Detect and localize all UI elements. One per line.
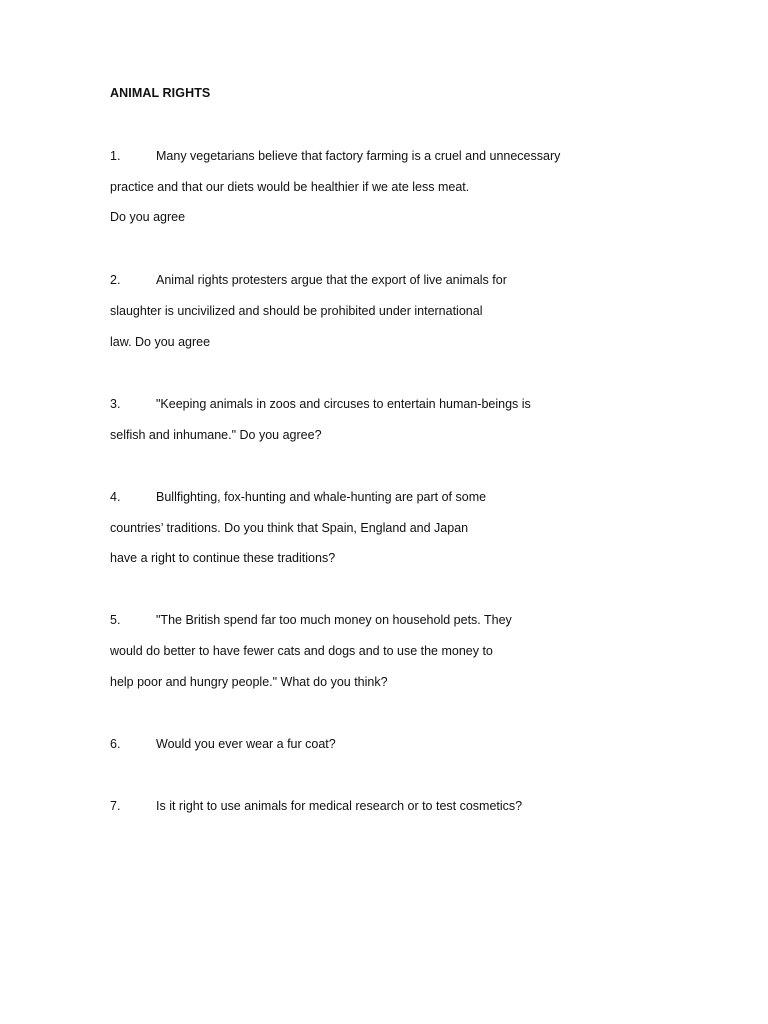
question-number: 7.: [110, 799, 121, 813]
question-number: 6.: [110, 737, 121, 751]
question-1-line-2: practice and that our diets would be healthier if we ate less meat.: [110, 180, 470, 194]
question-number: 2.: [110, 273, 121, 287]
question-text: Bullfighting, fox-hunting and whale-hunting are part of some: [156, 490, 487, 504]
question-5-line-1: [110, 612, 512, 628]
question-5-line-2: would do better to have fewer cats and dogs and to use the money to: [110, 644, 493, 658]
question-number: 4.: [110, 490, 121, 504]
question-1-line-1: [110, 148, 560, 164]
question-text: "The British spend far too much money on household pets. They: [156, 613, 512, 627]
question-4-line-1: [110, 489, 486, 505]
question-number: 1.: [110, 149, 121, 163]
question-2-line-2: slaughter is uncivilized and should be prohibited under international: [110, 304, 483, 318]
question-text: Is it right to use animals for medical research or to test cosmetics?: [156, 799, 523, 813]
question-3-line-2: selfish and inhumane." Do you agree?: [110, 428, 322, 442]
question-4-line-2: countries’ traditions. Do you think that Spain, England and Japan: [110, 521, 469, 535]
question-text: Many vegetarians believe that factory farming is a cruel and unnecessary: [156, 149, 561, 163]
question-number: 5.: [110, 613, 121, 627]
document-title: ANIMAL RIGHTS: [110, 86, 211, 100]
question-2-line-1: [110, 272, 507, 288]
question-text: Animal rights protesters argue that the export of live animals for: [156, 273, 507, 287]
question-4-line-3: have a right to continue these traditions?: [110, 551, 336, 565]
question-1-line-3: Do you agree: [110, 210, 186, 224]
question-number: 3.: [110, 397, 121, 411]
question-2-line-3: law. Do you agree: [110, 335, 211, 349]
question-text: "Keeping animals in zoos and circuses to entertain human-beings is: [156, 397, 531, 411]
question-6-line-1: [110, 736, 336, 752]
question-7-line-1: [110, 798, 522, 814]
question-5-line-3: help poor and hungry people." What do you think?: [110, 675, 388, 689]
question-text: Would you ever wear a fur coat?: [156, 737, 336, 751]
question-3-line-1: [110, 396, 531, 412]
